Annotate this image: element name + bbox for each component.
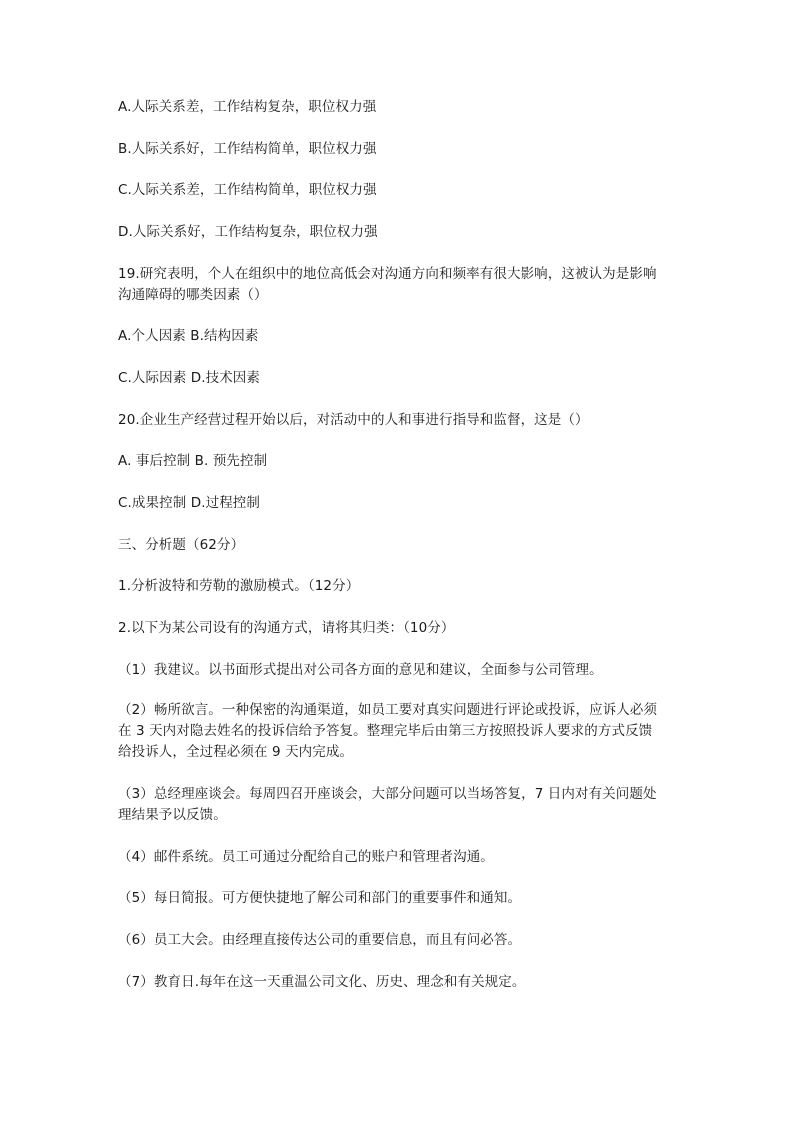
item-2-line-3: 给投诉人，全过程必须在 9 天内完成。 <box>118 744 354 760</box>
item-3-line-2: 理结果予以反馈。 <box>118 807 227 823</box>
question-20: 20.企业生产经营过程开始以后，对活动中的人和事进行指导和监督，这是（） <box>118 412 589 428</box>
item-5: （5）每日简报。可方便快捷地了解公司和部门的重要事件和通知。 <box>118 890 522 906</box>
option-19-cd: C.人际因素 D.技术因素 <box>118 370 260 386</box>
item-4: （4）邮件系统。员工可通过分配给自己的账户和管理者沟通。 <box>118 849 494 865</box>
option-20-ab: A. 事后控制 B. 预先控制 <box>118 453 268 469</box>
option-18-a: A.人际关系差，工作结构复杂，职位权力强 <box>118 99 377 115</box>
question-19-line-1: 19.研究表明，个人在组织中的地位高低会对沟通方向和频率有很大影响，这被认为是影响 <box>118 266 657 282</box>
option-18-c: C.人际关系差，工作结构简单，职位权力强 <box>118 182 377 198</box>
analysis-question-1: 1.分析波特和劳勒的激励模式。（12分） <box>118 578 360 594</box>
question-19-line-2: 沟通障碍的哪类因素（） <box>118 287 268 303</box>
item-7: （7）教育日.每年在这一天重温公司文化、历史、理念和有关规定。 <box>118 974 526 990</box>
option-18-d: D.人际关系好，工作结构复杂，职位权力强 <box>118 224 378 240</box>
item-2-line-2: 在 3 天内对隐去姓名的投诉信给予答复。整理完毕后由第三方按照投诉人要求的方式反馈 <box>118 723 653 739</box>
option-20-cd: C.成果控制 D.过程控制 <box>118 495 260 511</box>
item-6: （6）员工大会。由经理直接传达公司的重要信息，而且有问必答。 <box>118 932 522 948</box>
item-2-line-1: （2）畅所欲言。一种保密的沟通渠道，如员工要对真实问题进行评论或投诉，应诉人必须 <box>118 702 658 718</box>
item-1: （1）我建议。以书面形式提出对公司各方面的意见和建议，全面参与公司管理。 <box>118 662 603 678</box>
option-19-ab: A.个人因素 B.结构因素 <box>118 328 259 344</box>
section-heading: 三、分析题（62分） <box>118 537 245 553</box>
item-3-line-1: （3）总经理座谈会。每周四召开座谈会，大部分问题可以当场答复，7 日内对有关问题处 <box>118 786 657 802</box>
option-18-b: B.人际关系好，工作结构简单，职位权力强 <box>118 141 377 157</box>
analysis-question-2: 2.以下为某公司设有的沟通方式，请将其归类：（10分） <box>118 620 455 636</box>
